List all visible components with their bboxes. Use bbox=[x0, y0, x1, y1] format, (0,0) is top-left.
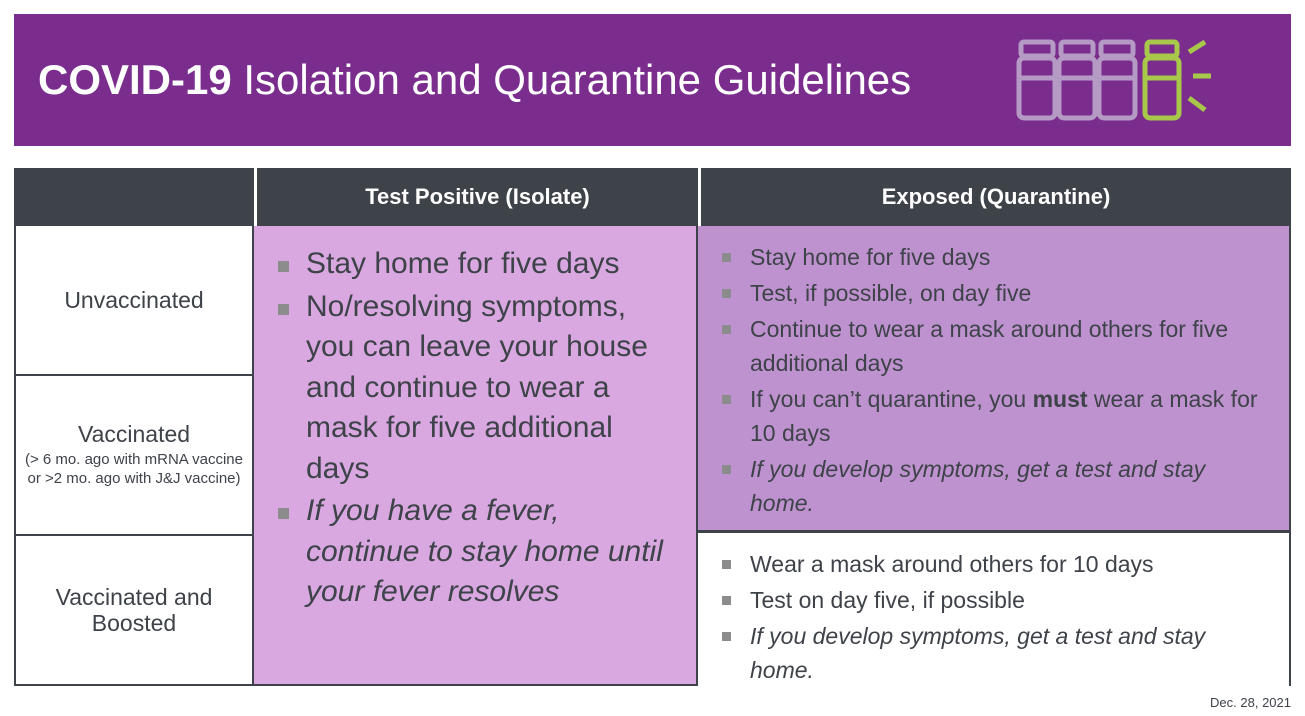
list-item: Stay home for five days bbox=[272, 244, 680, 285]
isolate-bullet-list bbox=[272, 244, 680, 613]
cell-isolate bbox=[254, 226, 698, 686]
table-header-row bbox=[14, 168, 1291, 226]
list-item: If you develop symptoms, get a test and stay home. bbox=[716, 452, 1271, 520]
cell-quarantine-unvaccinated-vaccinated bbox=[698, 226, 1289, 533]
guidelines-table bbox=[14, 168, 1291, 686]
list-item: If you develop symptoms, get a test and stay home. bbox=[716, 619, 1271, 687]
row-label-vaccinated-boosted bbox=[14, 536, 254, 686]
row-label-vaccinated-sub: (> 6 mo. ago with mRNA vaccine or >2 mo. ago with J&J vaccine) bbox=[24, 451, 243, 488]
header-banner bbox=[14, 14, 1291, 146]
row-label-vaccinated-main: Vaccinated bbox=[77, 421, 191, 448]
quarantine-top-bullet-list bbox=[716, 240, 1271, 520]
row-label-unvaccinated bbox=[14, 226, 254, 376]
quarantine-bottom-bullet-list bbox=[716, 547, 1271, 687]
row-label-unvaccinated-main: Unvaccinated bbox=[64, 286, 204, 313]
cell-quarantine-column bbox=[698, 226, 1291, 686]
list-item: No/resolving symptoms, you can leave your house and continue to wear a mask for five additional days bbox=[272, 287, 680, 490]
table-header-corner bbox=[14, 168, 254, 226]
table-body bbox=[14, 226, 1291, 686]
list-item: Wear a mask around others for 10 days bbox=[716, 547, 1271, 581]
list-item: Stay home for five days bbox=[716, 240, 1271, 274]
table-header-isolate: Test Positive (Isolate) bbox=[254, 168, 698, 226]
page-title-rest: Isolation and Quarantine Guidelines bbox=[231, 55, 912, 103]
page-title bbox=[38, 57, 911, 103]
table-header-quarantine: Exposed (Quarantine) bbox=[698, 168, 1291, 226]
row-label-vaccinated bbox=[14, 376, 254, 536]
footer-date: Dec. 28, 2021 bbox=[1210, 695, 1291, 710]
vaccine-vials-icon bbox=[1013, 36, 1213, 128]
list-item: If you have a fever, continue to stay home until your fever resolves bbox=[272, 491, 680, 613]
quarantine-bullet-text-before: If you can’t quarantine, you bbox=[750, 386, 1033, 413]
quarantine-bullet-emphasis: must bbox=[1032, 386, 1088, 413]
list-item bbox=[716, 382, 1271, 450]
list-item: Test on day five, if possible bbox=[716, 583, 1271, 617]
page-title-bold: COVID-19 bbox=[38, 55, 232, 103]
list-item: Continue to wear a mask around others for five additional days bbox=[716, 312, 1271, 380]
list-item: Test, if possible, on day five bbox=[716, 276, 1271, 310]
cell-quarantine-boosted bbox=[698, 533, 1289, 697]
quarantine-bullet-text-after: wear a mask for 10 days bbox=[750, 386, 1258, 447]
row-label-column bbox=[14, 226, 254, 686]
row-label-vaccinated-boosted-main: Vaccinated and Boosted bbox=[55, 583, 213, 636]
